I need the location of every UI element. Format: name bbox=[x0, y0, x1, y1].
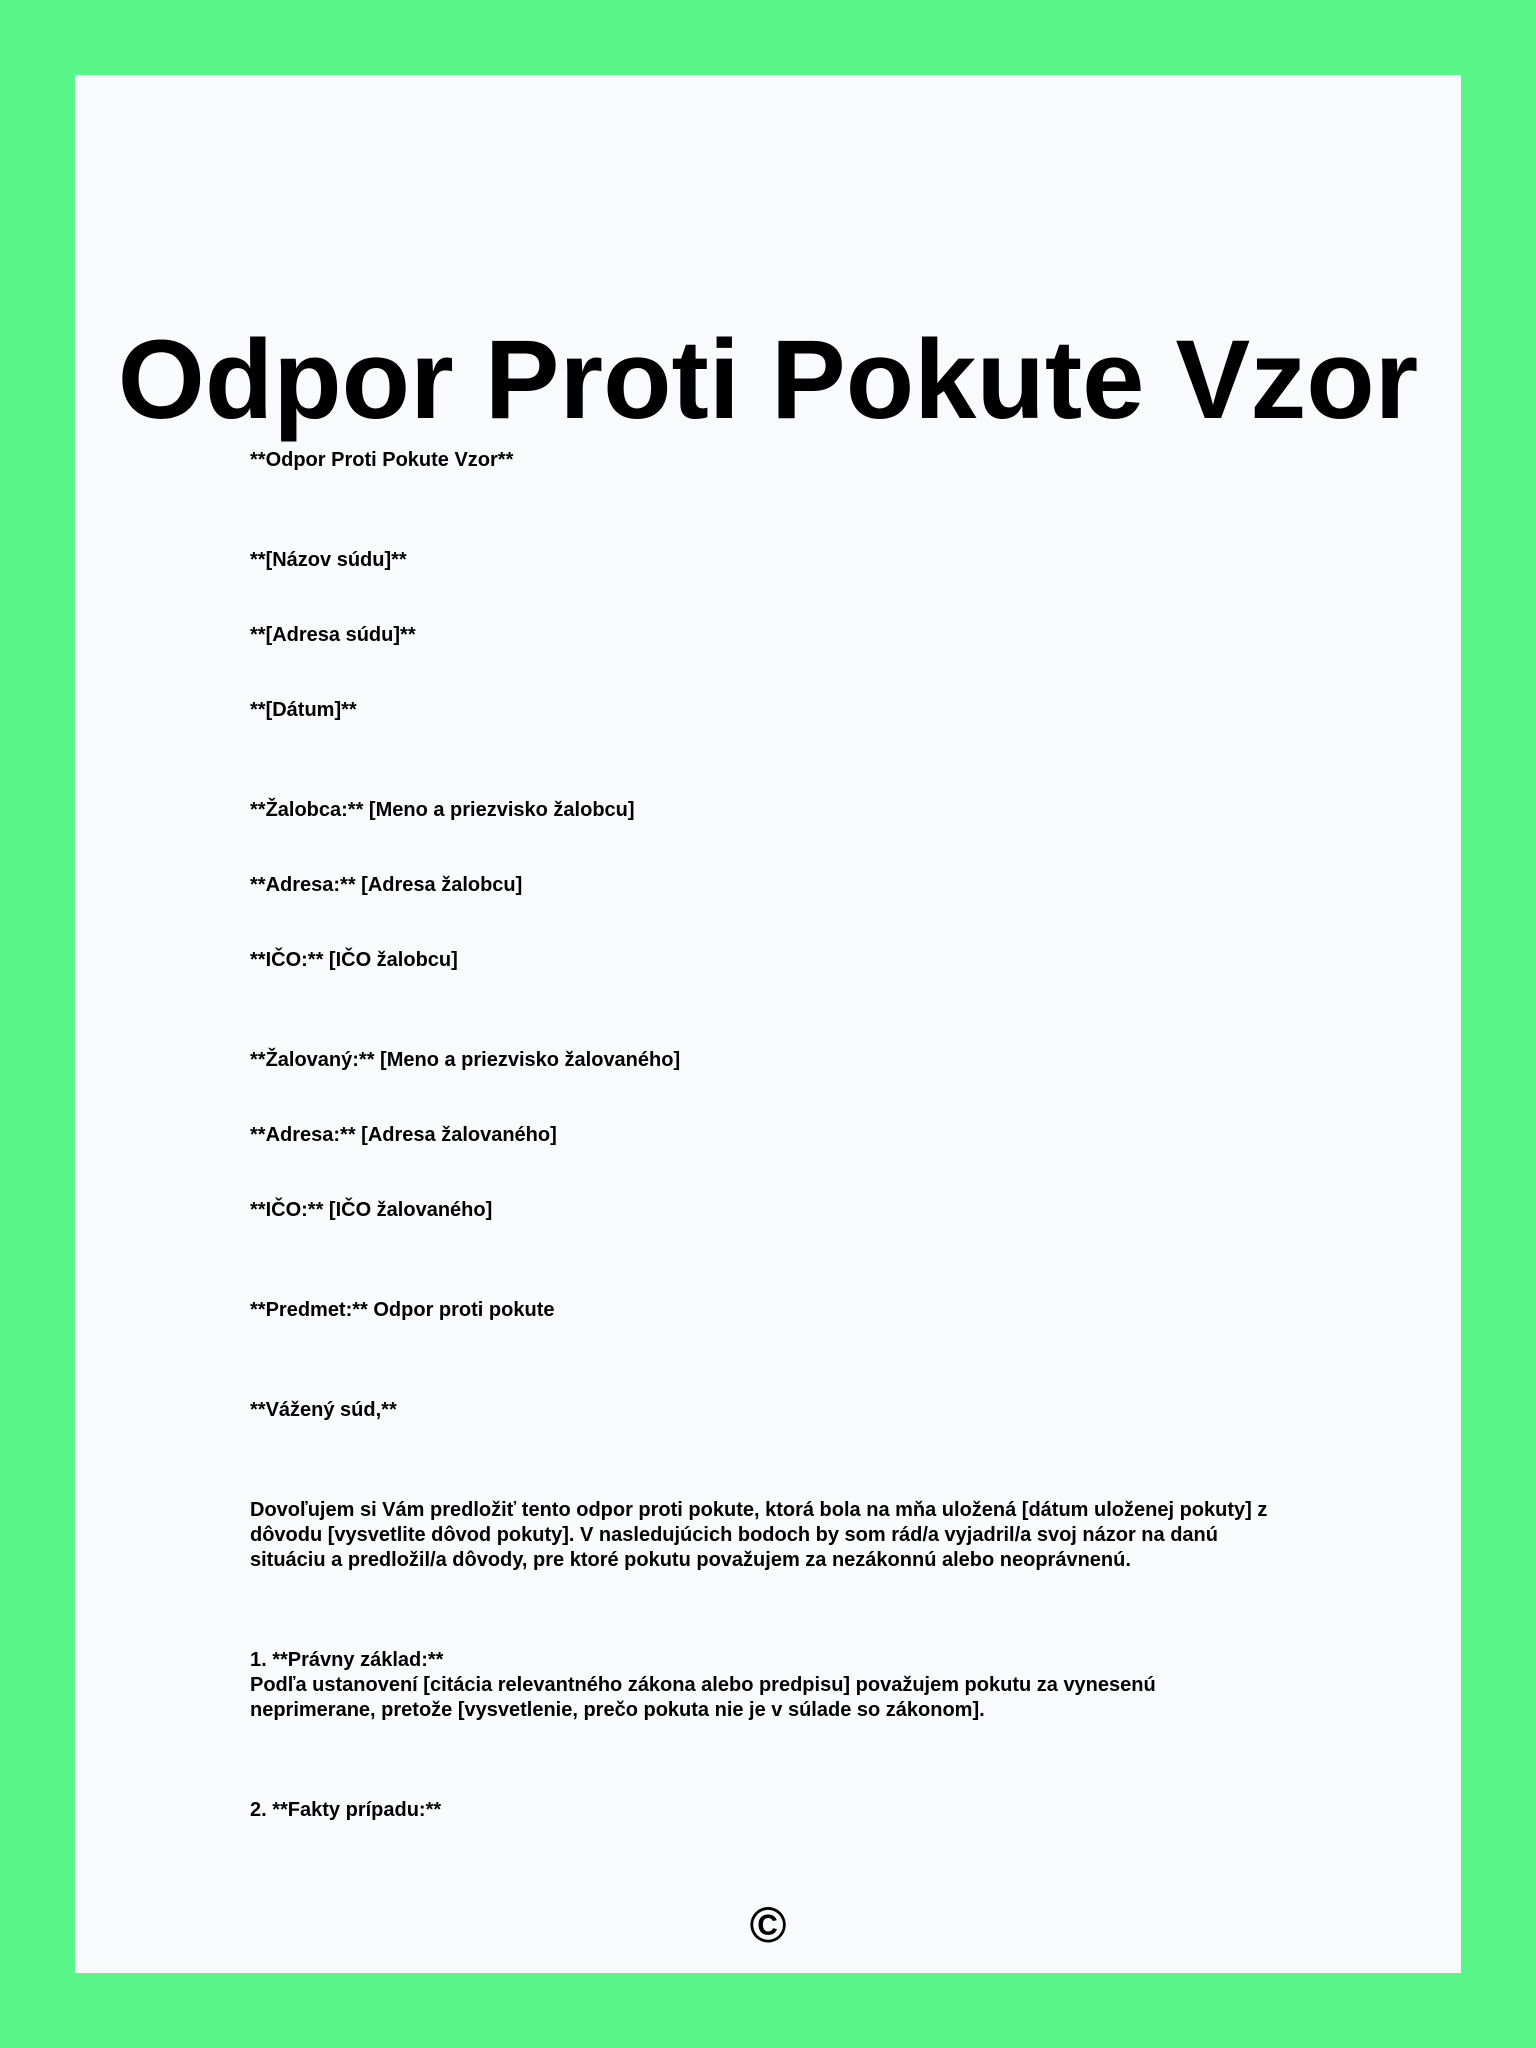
court-address-line: **[Adresa súdu]** bbox=[250, 624, 416, 646]
intro-line: dôvodu [vysvetlite dôvod pokuty]. V nasledujúcich bodoch by som rád/a vyjadril/a svoj názor na danú bbox=[250, 1524, 1218, 1546]
point-legal-basis-heading: 1. **Právny základ:** bbox=[250, 1649, 444, 1671]
court-name-line: **[Názov súdu]** bbox=[250, 549, 407, 571]
copyright-symbol: © bbox=[749, 1897, 787, 1953]
document-page bbox=[75, 75, 1461, 1973]
defendant-ico-line: **IČO:** [IČO žalovaného] bbox=[250, 1199, 493, 1221]
intro-paragraph bbox=[250, 1498, 1310, 1573]
point-legal-basis-text: Podľa ustanovení [citácia relevantného zákona alebo predpisu] považujem pokutu za vynesenú bbox=[250, 1674, 1156, 1696]
heading-line: **Odpor Proti Pokute Vzor** bbox=[250, 449, 514, 471]
intro-line: Dovoľujem si Vám predložiť tento odpor proti pokute, ktorá bola na mňa uložená [dátum uloženej pokuty] z bbox=[250, 1499, 1268, 1521]
plaintiff-ico-line: **IČO:** [IČO žalobcu] bbox=[250, 949, 458, 971]
defendant-address-line: **Adresa:** [Adresa žalovaného] bbox=[250, 1124, 557, 1146]
point-facts-heading: 2. **Fakty prípadu:** bbox=[250, 1799, 442, 1821]
salutation-line: **Vážený súd,** bbox=[250, 1399, 397, 1421]
point-legal-basis bbox=[250, 1648, 1310, 1723]
plaintiff-line: **Žalobca:** [Meno a priezvisko žalobcu] bbox=[250, 799, 635, 821]
intro-line: situáciu a predložil/a dôvody, pre ktoré pokutu považujem za nezákonnú alebo neoprávnenú. bbox=[250, 1549, 1131, 1571]
point-legal-basis-text: neprimerane, pretože [vysvetlenie, prečo pokuta nie je v súlade so zákonom]. bbox=[250, 1699, 985, 1721]
subject-line: **Predmet:** Odpor proti pokute bbox=[250, 1299, 555, 1321]
plaintiff-address-line: **Adresa:** [Adresa žalobcu] bbox=[250, 874, 523, 896]
document-title: Odpor Proti Pokute Vzor bbox=[117, 317, 1419, 442]
defendant-line: **Žalovaný:** [Meno a priezvisko žalovaného] bbox=[250, 1049, 681, 1071]
date-line: **[Dátum]** bbox=[250, 699, 357, 721]
